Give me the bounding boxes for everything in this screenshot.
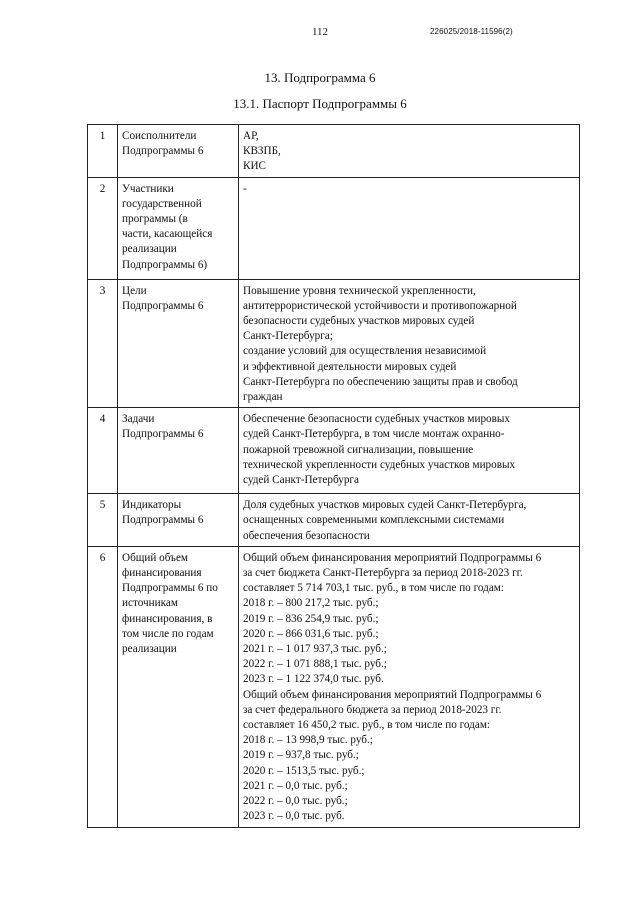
parameter-value-line: безопасности судебных участков мировых судей xyxy=(243,315,475,328)
parameter-name-line: том числе по годам xyxy=(122,627,214,640)
parameter-name-line: Подпрограммы 6 xyxy=(122,145,204,158)
parameter-value-line: Повышение уровня технической укрепленности, xyxy=(243,284,476,297)
parameter-value-line: 2018 г. – 13 998,9 тыс. руб.; xyxy=(243,734,373,747)
parameter-value-line: 2019 г. – 836 254,9 тыс. руб.; xyxy=(243,612,379,625)
parameter-name-line: Подпрограммы 6 xyxy=(122,428,204,441)
parameter-value-line: 2019 г. – 937,8 тыс. руб.; xyxy=(243,749,359,762)
parameter-value-line: составляет 16 450,2 тыс. руб., в том числе по годам: xyxy=(243,719,491,732)
parameter-value-line: Санкт-Петербурга по обеспечению защиты прав и свобод xyxy=(243,375,518,388)
parameter-value-line: судей Санкт-Петербурга, в том числе монтаж охранно- xyxy=(243,428,505,441)
parameter-value-line: и эффективной деятельности мировых судей xyxy=(243,360,457,373)
passport-table xyxy=(87,124,580,828)
table-row xyxy=(88,408,580,494)
table-row xyxy=(88,546,580,827)
parameter-value-line: Обеспечение безопасности судебных участков мировых xyxy=(243,413,511,426)
parameter-value-line: граждан xyxy=(243,391,283,404)
parameter-value-line: составляет 5 714 703,1 тыс. руб., в том числе по годам: xyxy=(243,582,504,595)
parameter-value-line: за счет бюджета Санкт-Петербурга за период 2018-2023 гг. xyxy=(243,567,523,580)
table-row xyxy=(88,279,580,408)
parameter-value-line: 2022 г. – 0,0 тыс. руб.; xyxy=(243,795,348,808)
row-parameter-name xyxy=(118,125,239,178)
parameter-name-line: Подпрограммы 6 по xyxy=(122,582,218,595)
parameter-value-line: Общий объем финансирования мероприятий Подпрограммы 6 xyxy=(243,551,542,564)
parameter-value-line: Санкт-Петербурга; xyxy=(243,330,333,343)
parameter-name-line: Участники xyxy=(122,182,174,195)
table-row xyxy=(88,125,580,178)
parameter-value-line: антитеррористической устойчивости и противопожарной xyxy=(243,299,517,312)
parameter-name-line: Общий объем xyxy=(122,551,188,564)
row-parameter-value xyxy=(239,408,580,494)
parameter-name-line: финансирования, в xyxy=(122,612,213,625)
row-parameter-value xyxy=(239,177,580,279)
parameter-name-line: Задачи xyxy=(122,413,155,426)
parameter-value-line: 2018 г. – 800 217,2 тыс. руб.; xyxy=(243,597,379,610)
row-number: 4 xyxy=(88,408,118,494)
table-row xyxy=(88,177,580,279)
document-id: 226025/2018-11596(2) xyxy=(430,27,513,36)
row-number: 3 xyxy=(88,279,118,408)
parameter-value-line: 2022 г. – 1 071 888,1 тыс. руб.; xyxy=(243,658,387,671)
row-parameter-value xyxy=(239,494,580,547)
parameter-value-line: Доля судебных участков мировых судей Санкт-Петербурга, xyxy=(243,499,527,512)
parameter-name-line: программы (в xyxy=(122,213,188,226)
row-number: 1 xyxy=(88,125,118,178)
parameter-value-line: за счет федерального бюджета за период 2018-2023 гг. xyxy=(243,703,502,716)
parameter-value-line: 2020 г. – 866 031,6 тыс. руб.; xyxy=(243,627,379,640)
parameter-name-line: части, касающейся xyxy=(122,228,213,241)
parameter-name-line: Подпрограммы 6 xyxy=(122,514,204,527)
parameter-value-line: Общий объем финансирования мероприятий Подпрограммы 6 xyxy=(243,688,542,701)
parameter-value-line: пожарной тревожной сигнализации, повышение xyxy=(243,443,474,456)
parameter-name-line: источникам xyxy=(122,597,178,610)
row-parameter-name xyxy=(118,408,239,494)
row-parameter-name xyxy=(118,177,239,279)
row-number: 5 xyxy=(88,494,118,547)
page-number: 112 xyxy=(311,26,329,38)
parameter-value-line: 2023 г. – 1 122 374,0 тыс. руб. xyxy=(243,673,384,686)
parameter-value-line: КИС xyxy=(243,160,267,173)
parameter-value-line: 2021 г. – 1 017 937,3 тыс. руб.; xyxy=(243,643,387,656)
parameter-name-line: Соисполнители xyxy=(122,130,197,142)
row-parameter-name xyxy=(118,494,239,547)
parameter-name-line: государственной xyxy=(122,197,202,210)
parameter-name-line: Подпрограммы 6 xyxy=(122,299,204,312)
parameter-name-line: Цели xyxy=(122,284,147,297)
subsection-title: 13.1. Паспорт Подпрограммы 6 xyxy=(233,96,407,111)
parameter-value-line: обеспечения безопасности xyxy=(243,529,370,542)
parameter-value-line: 2021 г. – 0,0 тыс. руб.; xyxy=(243,779,348,792)
parameter-name-line: финансирования xyxy=(122,567,202,580)
parameter-name-line: Индикаторы xyxy=(122,499,182,512)
parameter-name-line: реализации xyxy=(122,243,177,256)
row-number: 6 xyxy=(88,546,118,827)
parameter-value-line: технической укрепленности судебных участков мировых xyxy=(243,458,516,471)
parameter-value-line: оснащенных современными комплексными системами xyxy=(243,514,505,527)
section-title: 13. Подпрограмма 6 xyxy=(264,70,376,85)
parameter-name-line: реализации xyxy=(122,643,177,656)
parameter-value-line: 2020 г. – 1513,5 тыс. руб.; xyxy=(243,764,365,777)
passport-table-body xyxy=(88,125,580,828)
parameter-value-line: - xyxy=(243,182,247,195)
parameter-value-line: АР, xyxy=(243,130,259,142)
parameter-value-line: КВЗПБ, xyxy=(243,145,281,158)
row-number: 2 xyxy=(88,177,118,279)
parameter-value-line: судей Санкт-Петербурга xyxy=(243,474,359,487)
row-parameter-value xyxy=(239,125,580,178)
parameter-value-line: 2023 г. – 0,0 тыс. руб. xyxy=(243,810,345,823)
row-parameter-value xyxy=(239,279,580,408)
row-parameter-name xyxy=(118,546,239,827)
table-row xyxy=(88,494,580,547)
parameter-name-line: Подпрограммы 6) xyxy=(122,258,208,271)
row-parameter-name xyxy=(118,279,239,408)
parameter-value-line: создание условий для осуществления независимой xyxy=(243,345,487,358)
row-parameter-value xyxy=(239,546,580,827)
